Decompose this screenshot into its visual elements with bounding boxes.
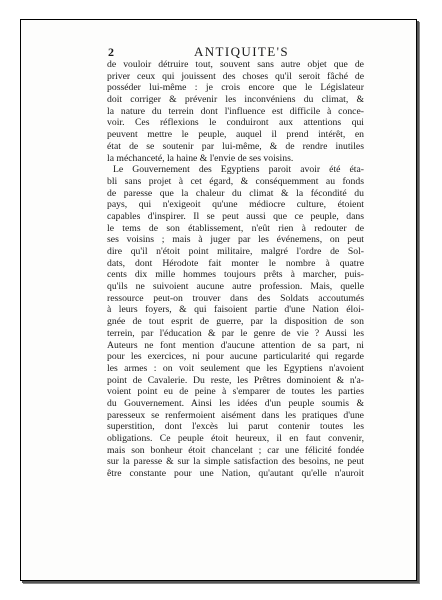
text-line: Auteurs ne font mention d'aucune attention de sa part, ni	[107, 339, 364, 351]
text-line: état de se soutenir par lui-même, & de rendre inutiles	[107, 140, 364, 152]
text-line: voient point eu de peine à s'emparer de toutes les parties	[107, 386, 364, 398]
running-head	[107, 44, 364, 58]
text-line: mais son bonheur étoit chancelant ; car une félicité fondée	[107, 444, 364, 456]
text-line: posséder lui-même : je crois encore que le Législateur	[107, 82, 364, 94]
text-line: terrein, par l'éducation & par le genre de vie ? Aussi les	[107, 327, 364, 339]
text-line: être constante pour une Nation, qu'autant qu'elle n'auroit	[107, 468, 364, 480]
text-line: pays, qui n'exigeoit qu'une médiocre culture, étoient	[107, 199, 364, 211]
text-line: peuvent mettre le peuple, auquel il prend intérêt, en	[107, 129, 364, 141]
text-line: voir. Ces réflexions le conduiront aux attentions qui	[107, 117, 364, 129]
text-line: le tems de son établissement, n'eût rien à redouter de	[107, 222, 364, 234]
text-line: doit corriger & prévenir les inconvéniens du climat, &	[107, 94, 364, 106]
text-line: superstition, dont l'excès lui parut contenir toutes les	[107, 421, 364, 433]
text-line: cents dix mille hommes toujours prêts à marcher, puis-	[107, 269, 364, 281]
text-line: paresseux se renfermoient aisément dans les pratiques d'une	[107, 409, 364, 421]
text-line: dire qu'il n'étoit point militaire, malgré l'ordre de Sol-	[107, 246, 364, 257]
text-line: Le Gouvernement des Egyptiens paroit avoir été éta-	[113, 164, 364, 176]
text-line: la nature du terrein dont l'influence est difficile à conce-	[107, 105, 364, 117]
text-line: les armes : on voit seulement que les Egyptiens n'avoient	[107, 362, 364, 374]
text-line: dats, dont Hérodote fait monter le nombre à quatre	[107, 257, 364, 269]
paragraph-2	[107, 164, 364, 480]
text-line: obligations. Ce peuple étoit heureux, il en faut convenir,	[107, 433, 364, 444]
text-line: capables d'inspirer. Il se peut aussi que ce peuple, dans	[107, 210, 364, 222]
text-line: de paresse que la chaleur du climat & la fécondité du	[107, 187, 364, 199]
book-page	[107, 44, 364, 480]
text-line: pour les exercices, ni pour aucune particularité qui regarde	[107, 351, 364, 363]
paragraph-1	[107, 59, 364, 164]
text-line: de vouloir détruire tout, souvent sans autre objet que de	[107, 59, 364, 70]
page-title: ANTIQUITE'S	[193, 44, 289, 59]
text-line: sur la paresse & sur la simple satisfaction des besoins, ne peut	[107, 456, 364, 468]
text-line: ressource peut-on trouver dans des Soldats accoutumés	[107, 292, 364, 304]
text-line: ses voisins ; mais à juger par les événemens, on peut	[107, 234, 364, 246]
text-line: qu'ils ne suivoient aucune autre profession. Mais, quelle	[107, 281, 364, 293]
text-line: bli sans projet à cet égard, & conséquemment au fonds	[107, 175, 364, 187]
text-line: priver ceux qui jouissent des choses qu'il seroit fâché de	[107, 70, 364, 82]
text-line: gnée de tout esprit de guerre, par la disposition de son	[107, 316, 364, 328]
text-line: point de Cavalerie. Du reste, les Prêtres dominoient & n'a-	[107, 374, 364, 386]
page-number: 2	[108, 45, 114, 59]
text-line: du Gouvernement. Ainsi les idées d'un peuple soumis &	[107, 397, 364, 409]
text-line: la méchanceté, la haine & l'envie de ses voisins.	[107, 152, 294, 164]
text-line: à leurs foyers, & qui faisoient partie d'une Nation éloi-	[107, 304, 364, 316]
